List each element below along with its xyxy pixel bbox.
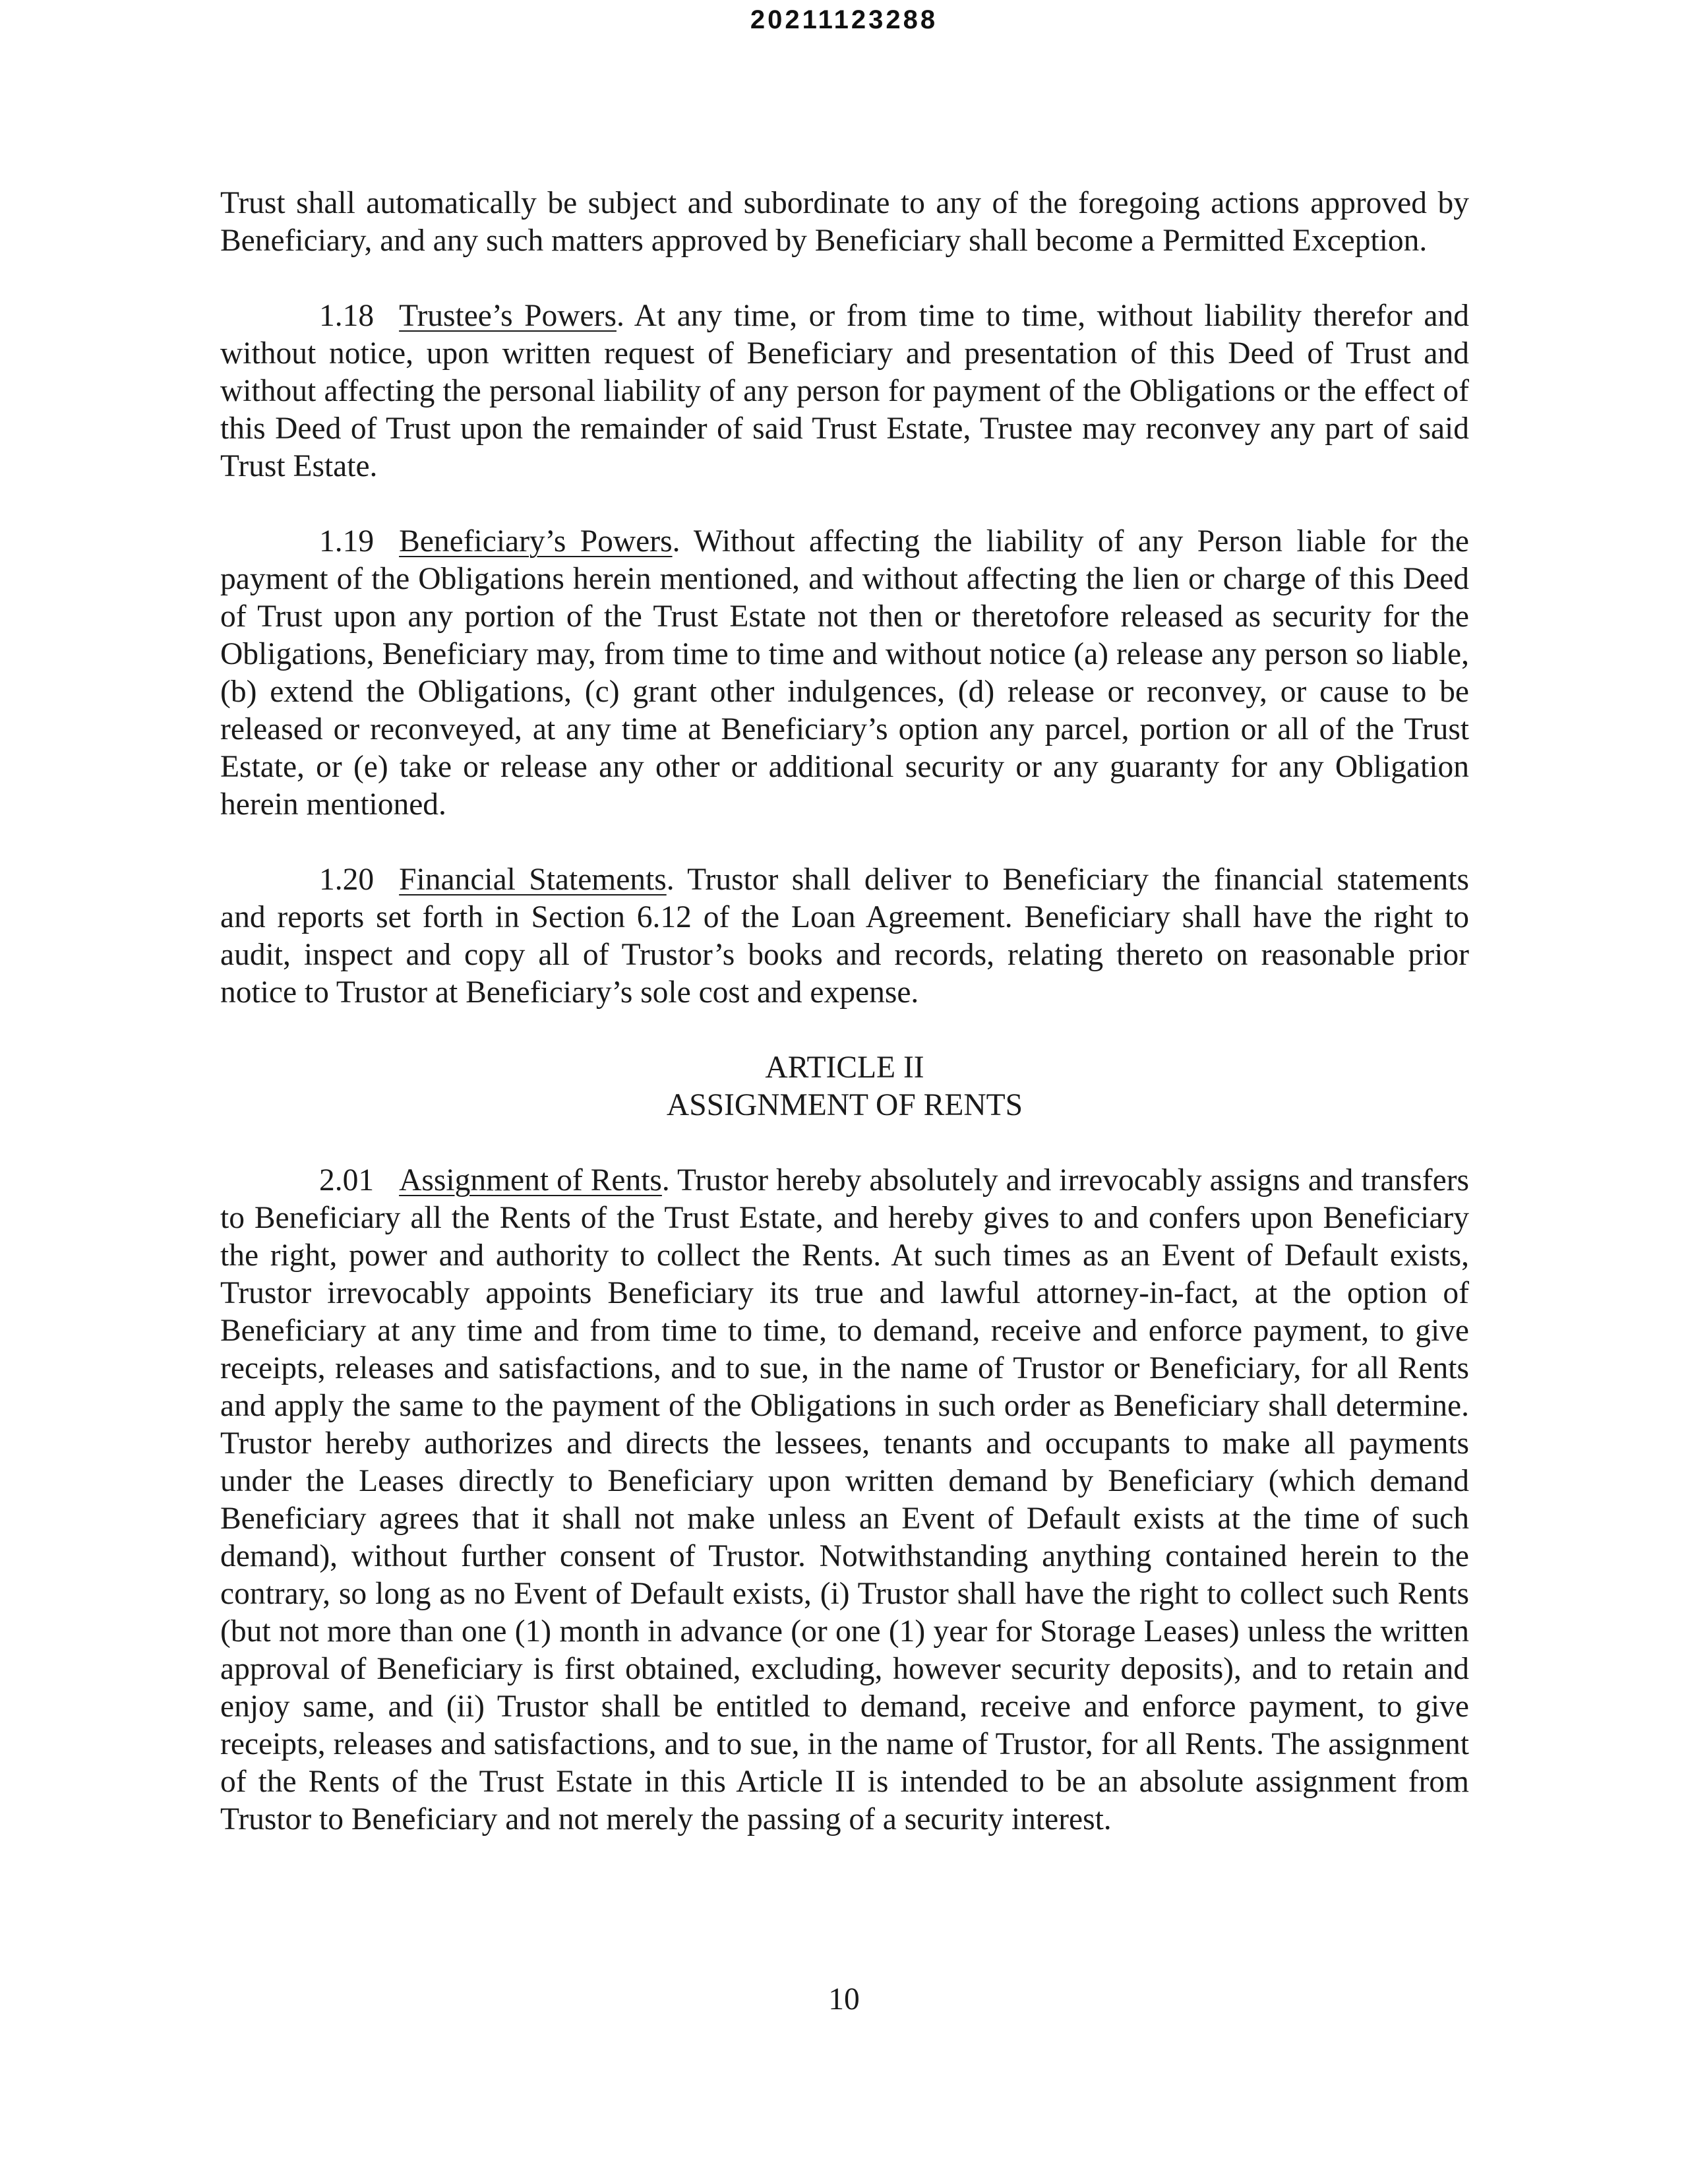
section-2-01 bbox=[220, 1162, 1469, 1838]
document-body bbox=[220, 185, 1469, 1876]
section-1-20 bbox=[220, 861, 1469, 1012]
section-number: 1.20 bbox=[319, 863, 375, 897]
document-number: 20211123288 bbox=[750, 5, 938, 34]
section-number: 1.18 bbox=[319, 299, 375, 333]
article-heading bbox=[220, 1049, 1469, 1124]
section-1-18 bbox=[220, 297, 1469, 485]
article-title: ASSIGNMENT OF RENTS bbox=[666, 1088, 1023, 1122]
section-heading: Assignment of Rents bbox=[399, 1163, 662, 1198]
section-text: . Trustor shall deliver to Beneficiary the financial statements and reports set forth in Section 6.12 of the Loan Agreement. Beneficiary shall have the right to audit, inspect and copy all of Trustor’s books and records, relating thereto on reasonable prior notice to Trustor at Beneficiary’s sole cost and expense. bbox=[220, 863, 1469, 1010]
section-number: 1.19 bbox=[319, 524, 375, 559]
section-text: . Trustor hereby absolutely and irrevocably assigns and transfers to Beneficiary all the Rents of the Trust Estate, and hereby gives to and confers upon Beneficiary the right, power and authority to collect the Rents. At such times as an Event of Default exists, Trustor irrevocably appoints Beneficiary its true and lawful attorney-in-fact, at the option of Beneficiary at any time and from time to time, to demand, receive and enforce payment, to give receipts, releases and satisfactions, and to sue, in the name of Trustor or Beneficiary, for all Rents and apply the same to the payment of the Obligations in such order as Beneficiary shall determine. Trustor hereby authorizes and directs the lessees, tenants and occupants to make all payments under the Leases directly to Beneficiary upon written demand by Beneficiary (which demand Beneficiary agrees that it shall not make unless an Event of Default exists at the time of such demand), without further consent of Trustor. Notwithstanding anything contained herein to the contrary, so long as no Event of Default exists, (i) Trustor shall have the right to collect such Rents (but not more than one (1) month in advance (or one (1) year for Storage Leases) unless the written approval of Beneficiary is first obtained, excluding, however security deposits), and to retain and enjoy same, and (ii) Trustor shall be entitled to demand, receive and enforce payment, to give receipts, releases and satisfactions, and to sue, in the name of Trustor, for all Rents. The assignment of the Rents of the Trust Estate in this Article II is intended to be an absolute assignment from Trustor to Beneficiary and not merely the passing of a security interest. bbox=[220, 1163, 1470, 1836]
article-number: ARTICLE II bbox=[765, 1050, 924, 1085]
section-heading: Financial Statements bbox=[399, 863, 667, 897]
continuation-paragraph: Trust shall automatically be subject and subordinate to any of the foregoing actions approved by Beneficiary, and any such matters approved by Beneficiary shall become a Permitted Exception. bbox=[220, 186, 1469, 258]
section-heading: Beneficiary’s Powers bbox=[399, 524, 673, 559]
section-text: . At any time, or from time to time, without liability therefor and without notice, upon written request of Beneficiary and presentation of this Deed of Trust and without affecting the personal liability of any person for payment of the Obligations or the effect of this Deed of Trust upon the remainder of said Trust Estate, Trustee may reconvey any part of said Trust Estate. bbox=[220, 299, 1469, 483]
section-heading: Trustee’s Powers bbox=[399, 299, 617, 333]
section-number: 2.01 bbox=[319, 1163, 375, 1198]
section-1-19 bbox=[220, 523, 1469, 824]
section-text: . Without affecting the liability of any Person liable for the payment of the Obligations herein mentioned, and without affecting the lien or charge of this Deed of Trust upon any portion of the Trust Estate not then or theretofore released as security for the Obligations, Beneficiary may, from time to time and without notice (a) release any person so liable, (b) extend the Obligations, (c) grant other indulgences, (d) release or reconvey, or cause to be released or reconveyed, at any time at Beneficiary’s option any parcel, portion or all of the Trust Estate, or (e) take or release any other or additional security or any guaranty for any Obligation herein mentioned. bbox=[220, 524, 1469, 822]
page-number: 10 bbox=[828, 1982, 860, 2017]
